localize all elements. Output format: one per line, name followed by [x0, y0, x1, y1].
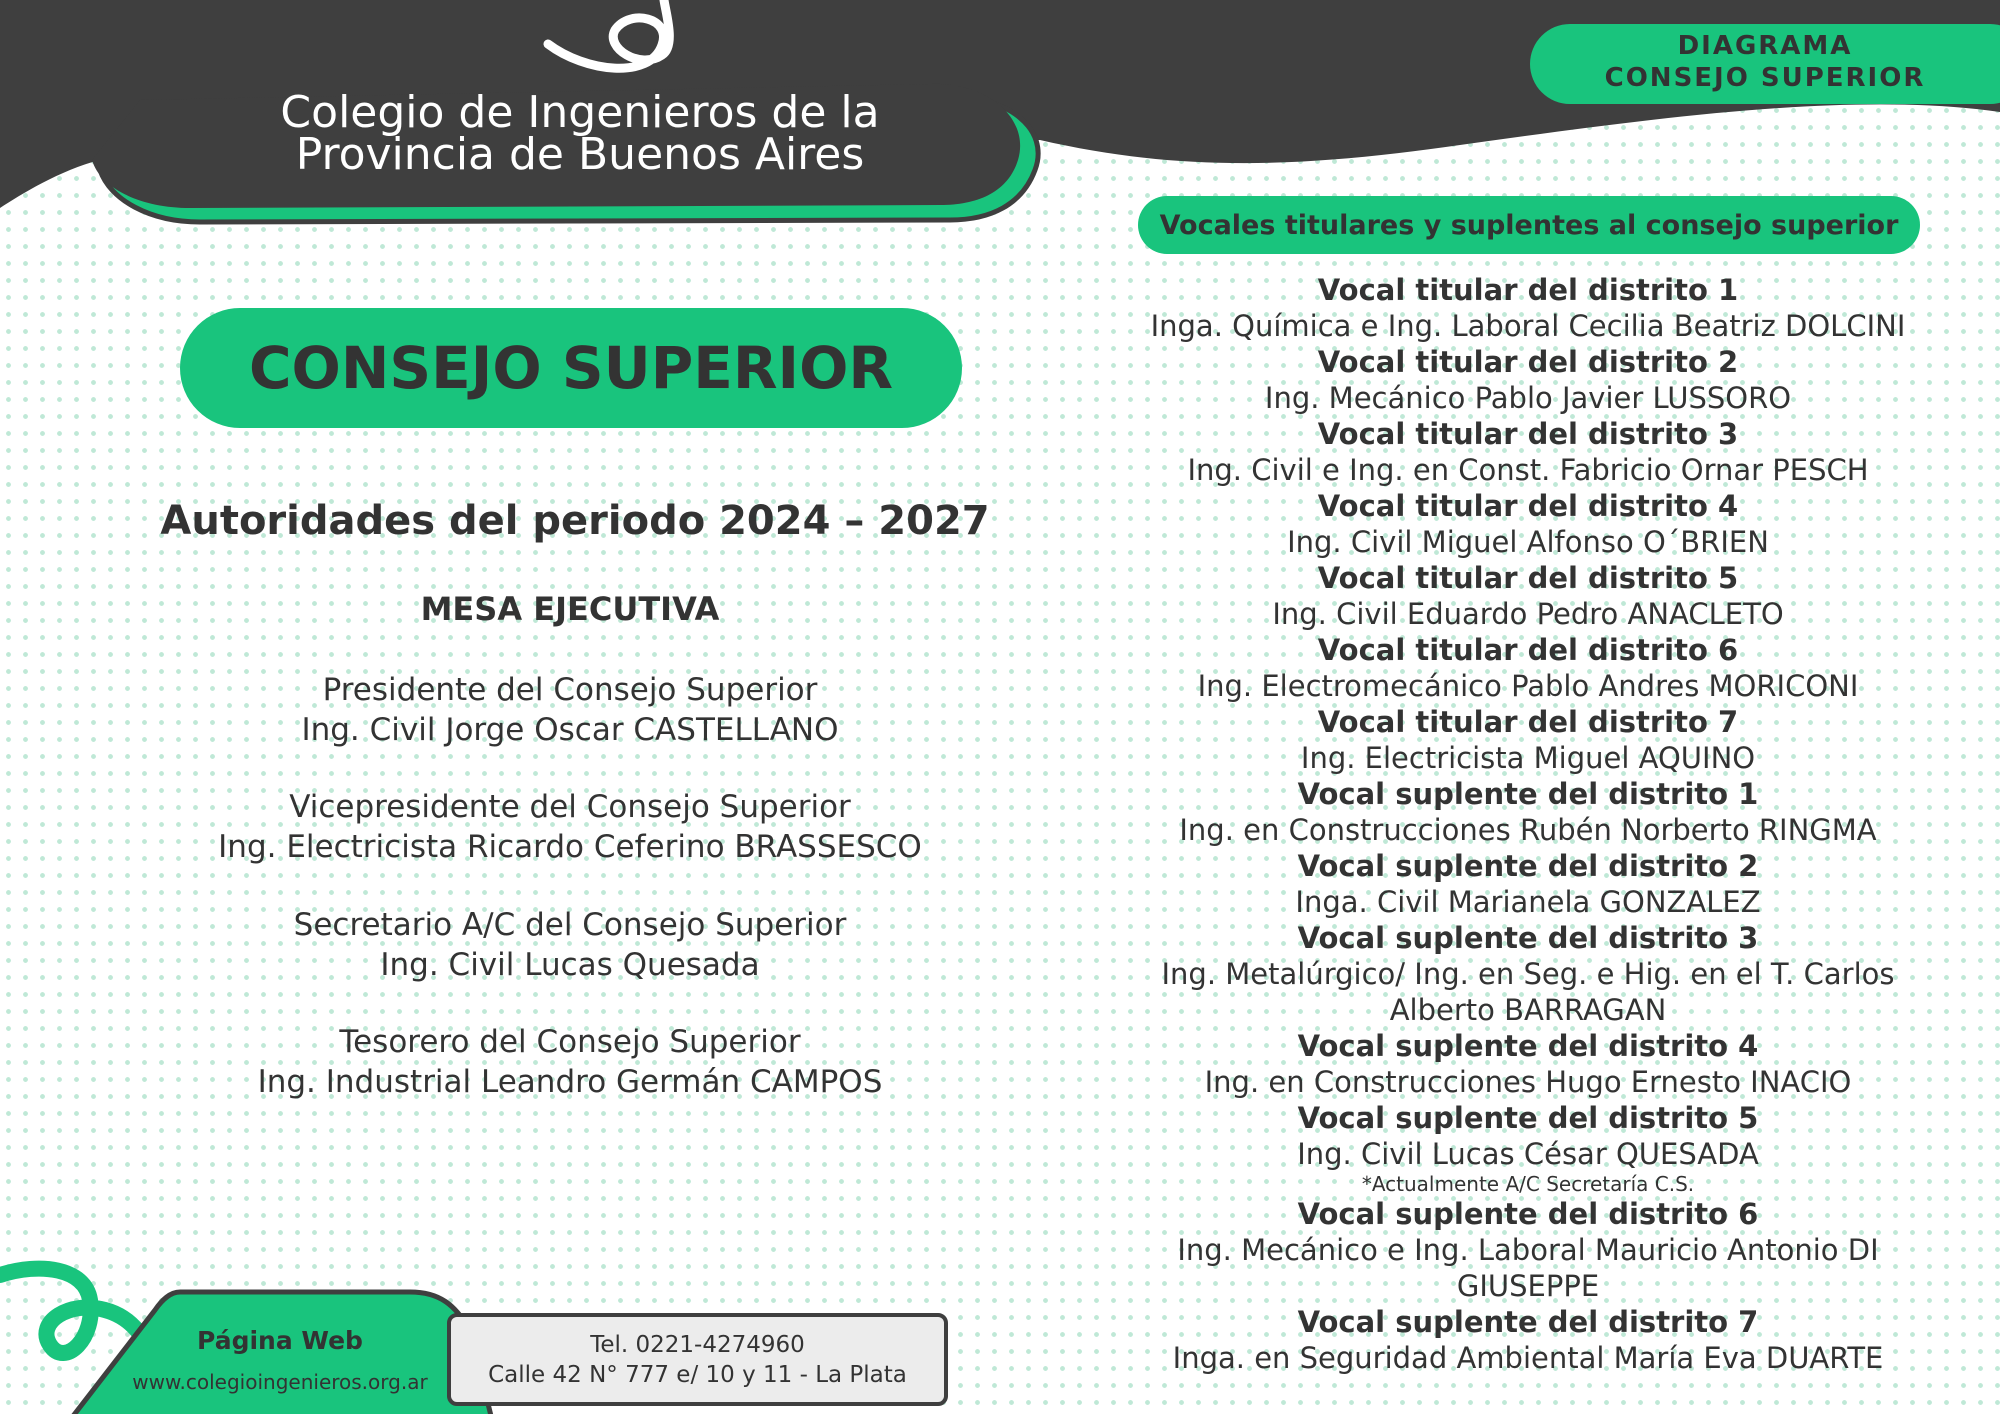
vocal-title: Vocal suplente del distrito 6: [1297, 1197, 1759, 1231]
vocal-title: Vocal titular del distrito 7: [1317, 705, 1739, 739]
vocal-entry: [1128, 1100, 1928, 1196]
vocal-name: Ing. Mecánico e Ing. Laboral Mauricio Antonio DI GIUSEPPE: [1177, 1233, 1879, 1303]
vocal-title: Vocal suplente del distrito 7: [1297, 1305, 1759, 1339]
mesa-ejecutiva-title: MESA EJECUTIVA: [420, 590, 720, 628]
vocal-entry: [1128, 1028, 1928, 1100]
diagram-tag: [1530, 24, 2000, 104]
vocal-name: Ing. Metalúrgico/ Ing. en Seg. e Hig. en el T. Carlos Alberto BARRAGAN: [1161, 957, 1895, 1027]
vocal-entry: [1128, 1196, 1928, 1304]
institution-title-line2: Provincia de Buenos Aires: [295, 129, 865, 180]
vocal-name: Ing. en Construcciones Hugo Ernesto INACIO: [1204, 1065, 1852, 1099]
vocal-entry: [1128, 560, 1928, 632]
vocal-entry: [1128, 488, 1928, 560]
contact-box: [447, 1313, 948, 1406]
mesa-name: Ing. Civil Jorge Oscar CASTELLANO: [301, 712, 839, 748]
vocal-name: Inga. en Seguridad Ambiental María Eva DUARTE: [1172, 1341, 1884, 1375]
vocal-title: Vocal suplente del distrito 1: [1297, 777, 1759, 811]
vocal-entry: [1128, 632, 1928, 704]
vocal-entry: [1128, 344, 1928, 416]
vocal-entry: [1128, 272, 1928, 344]
vocal-title: Vocal suplente del distrito 2: [1297, 849, 1759, 883]
consejo-superior-heading: CONSEJO SUPERIOR: [180, 308, 962, 428]
vocal-title: Vocal suplente del distrito 3: [1297, 921, 1759, 955]
vocal-title: Vocal titular del distrito 4: [1317, 489, 1739, 523]
mesa-member-treasurer: [170, 1022, 970, 1102]
mesa-role: Tesorero del Consejo Superior: [339, 1024, 801, 1060]
vocal-title: Vocal suplente del distrito 4: [1297, 1029, 1759, 1063]
vocales-list: [1128, 272, 1928, 1376]
vocal-name: Ing. en Construcciones Rubén Norberto RINGMA: [1179, 813, 1877, 847]
vocal-title: Vocal suplente del distrito 5: [1297, 1101, 1759, 1135]
institution-title: [240, 87, 920, 180]
vocal-name: Ing. Civil Lucas César QUESADA: [1297, 1137, 1759, 1171]
period-title: Autoridades del periodo 2024 – 2027: [160, 498, 990, 544]
mesa-role: Presidente del Consejo Superior: [322, 672, 818, 708]
vocal-title: Vocal titular del distrito 3: [1317, 417, 1739, 451]
vocal-name: Inga. Química e Ing. Laboral Cecilia Beatriz DOLCINI: [1150, 309, 1906, 343]
web-url-link[interactable]: www.colegioingenieros.org.ar: [132, 1370, 428, 1394]
vocal-name: Inga. Civil Marianela GONZALEZ: [1295, 885, 1761, 919]
vocal-entry: [1128, 416, 1928, 488]
mesa-name: Ing. Electricista Ricardo Ceferino BRASSESCO: [218, 829, 922, 865]
diagram-tag-line2: CONSEJO SUPERIOR: [1604, 63, 1926, 93]
diagram-tag-line1: DIAGRAMA: [1677, 31, 1853, 61]
mesa-name: Ing. Industrial Leandro Germán CAMPOS: [257, 1064, 883, 1100]
contact-address: Calle 42 N° 777 e/ 10 y 11 - La Plata: [488, 1362, 907, 1388]
vocales-header: Vocales titulares y suplentes al consejo superior: [1138, 196, 1920, 254]
mesa-member-vicepresident: [170, 787, 970, 867]
vocal-entry: [1128, 776, 1928, 848]
vocal-name: Ing. Electricista Miguel AQUINO: [1300, 741, 1756, 775]
vocal-name: Ing. Civil Eduardo Pedro ANACLETO: [1272, 597, 1784, 631]
vocal-title: Vocal titular del distrito 6: [1317, 633, 1739, 667]
institution-title-line1: Colegio de Ingenieros de la: [280, 87, 880, 138]
vocal-entry: [1128, 920, 1928, 1028]
vocal-entry: [1128, 1304, 1928, 1376]
contact-phone: Tel. 0221-4274960: [590, 1332, 805, 1358]
vocal-entry: [1128, 704, 1928, 776]
mesa-member-president: [170, 670, 970, 750]
vocal-note: *Actualmente A/C Secretaría C.S.: [1361, 1172, 1695, 1196]
vocal-name: Ing. Electromecánico Pablo Andres MORICONI: [1197, 669, 1859, 703]
vocal-entry: [1128, 848, 1928, 920]
mesa-role: Vicepresidente del Consejo Superior: [289, 789, 851, 825]
vocal-title: Vocal titular del distrito 2: [1317, 345, 1739, 379]
vocal-name: Ing. Civil e Ing. en Const. Fabricio Ornar PESCH: [1187, 453, 1869, 487]
vocal-title: Vocal titular del distrito 5: [1317, 561, 1739, 595]
vocal-name: Ing. Civil Miguel Alfonso O´BRIEN: [1287, 525, 1769, 559]
mesa-name: Ing. Civil Lucas Quesada: [380, 947, 760, 983]
mesa-member-secretary: [170, 905, 970, 985]
vocal-name: Ing. Mecánico Pablo Javier LUSSORO: [1264, 381, 1792, 415]
web-label: Página Web: [197, 1326, 363, 1355]
mesa-role: Secretario A/C del Consejo Superior: [293, 907, 847, 943]
vocal-title: Vocal titular del distrito 1: [1317, 273, 1739, 307]
